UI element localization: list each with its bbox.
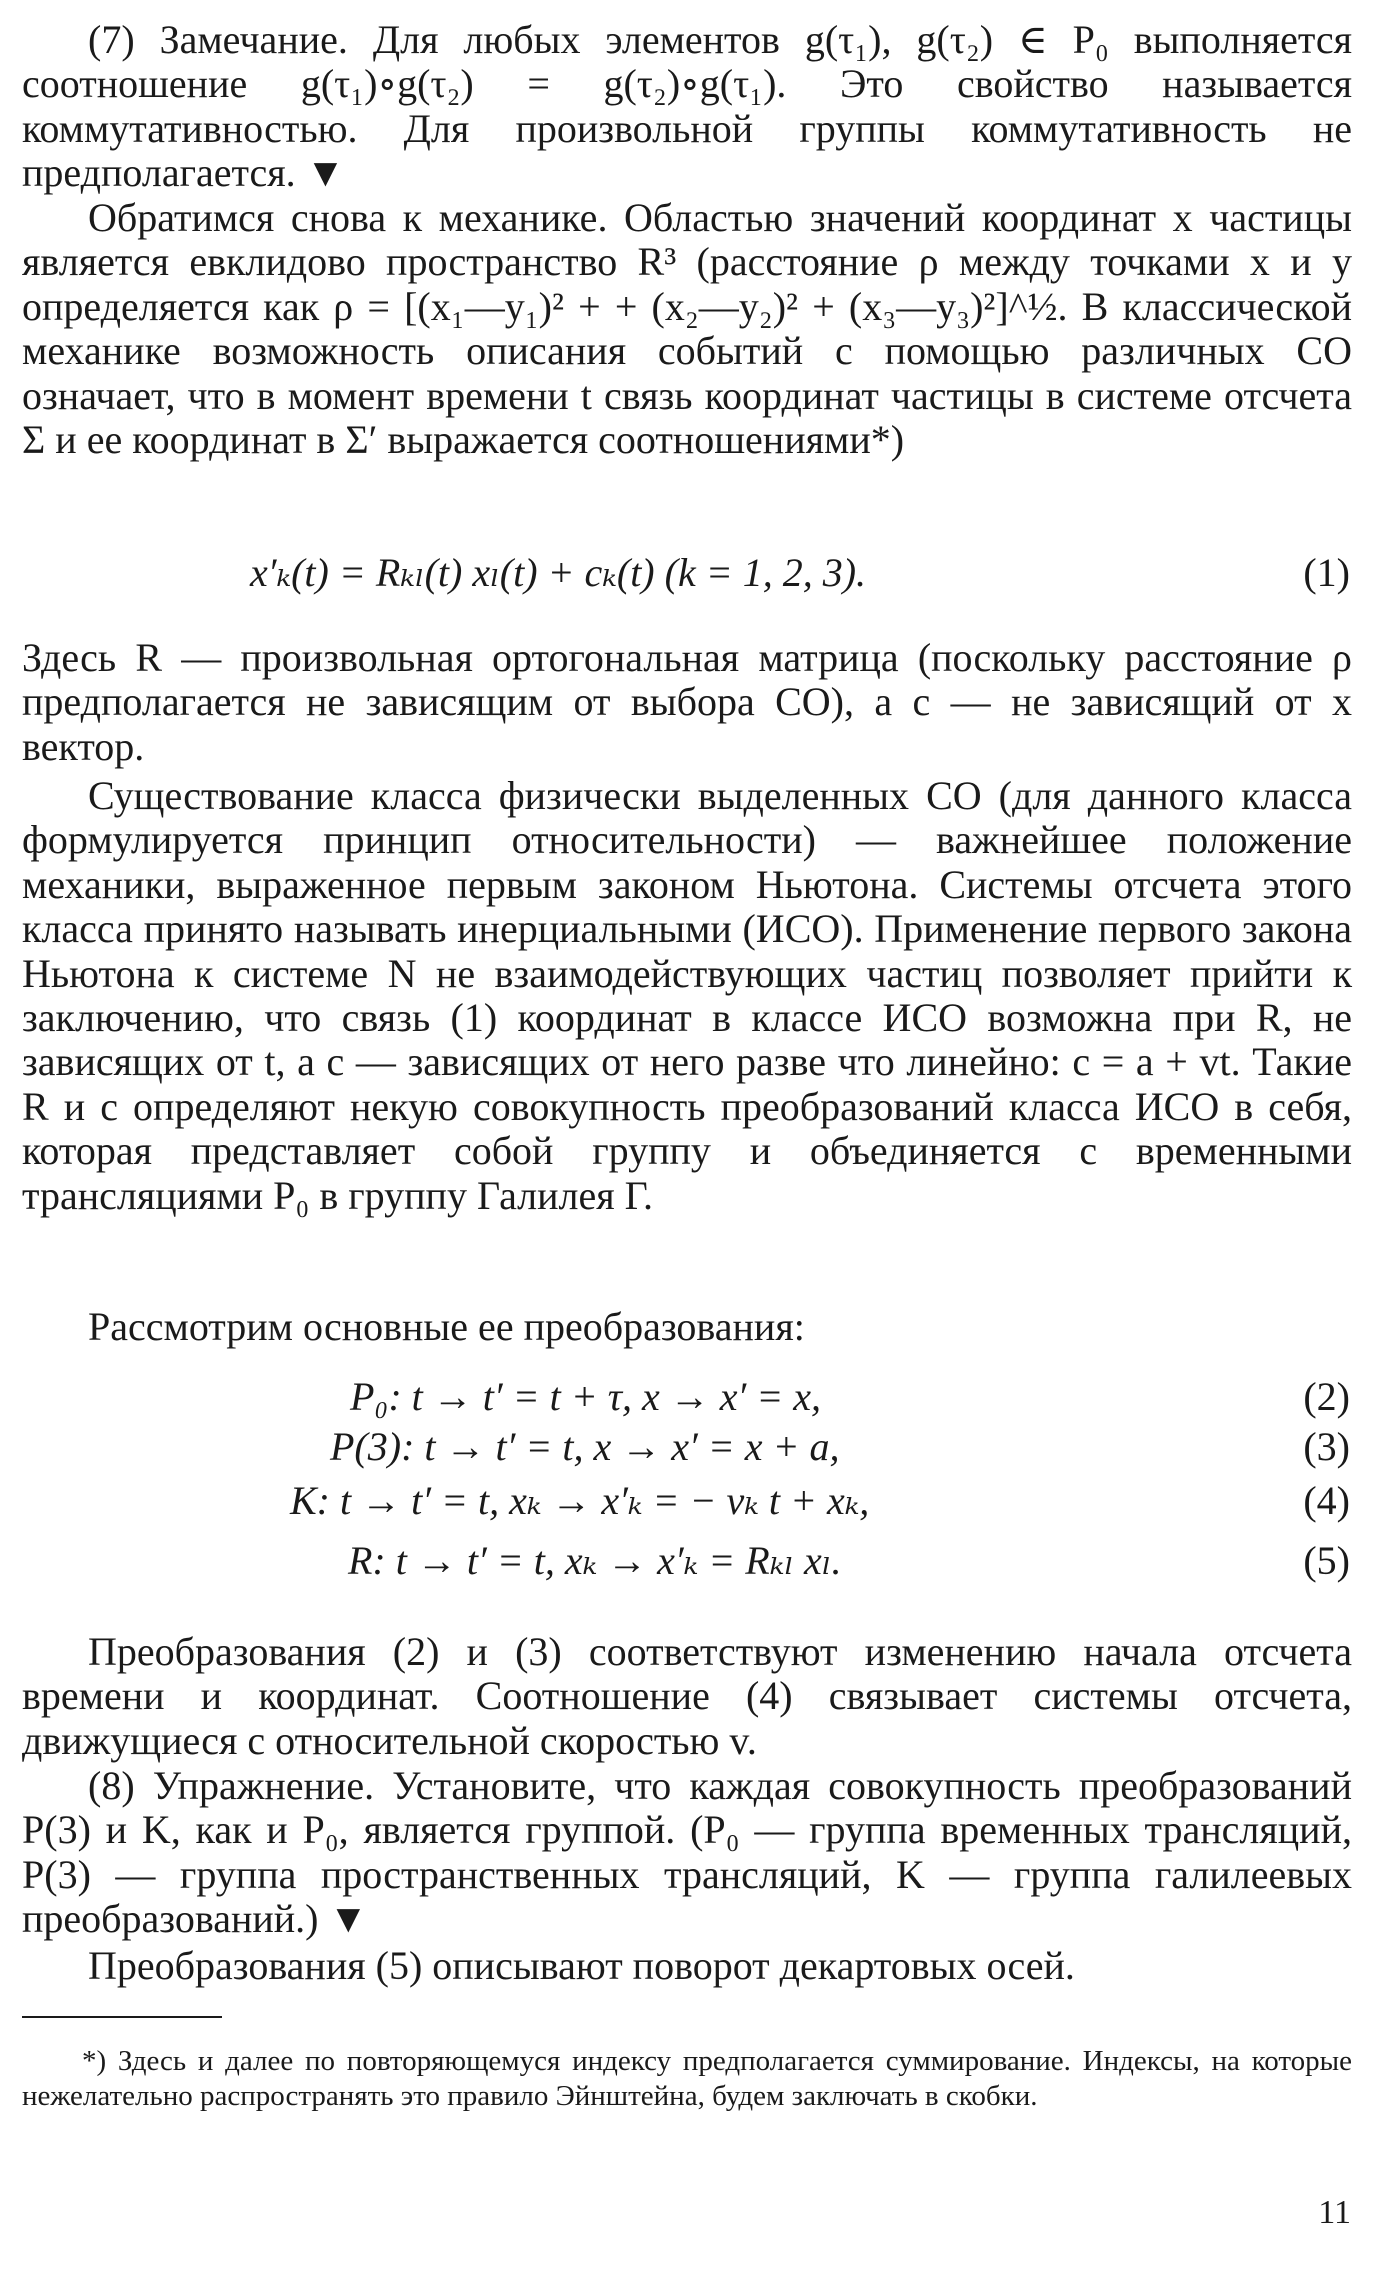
exercise-8-paragraph: (8) Упражнение. Установите, что каждая совокупность преобразований P(3) и K, как и P₀, является группой. (P₀ — группа временных трансляций, P(3) — группа пространственных трансляций, K — группа галилеевых преобразований.) ▼ [22,1763,1352,1942]
equation-4 [22,1476,1352,1526]
equation-1-number: (1) [1303,550,1350,595]
footnote-rule [22,2016,222,2018]
transformations-intro: Рассмотрим основные ее преобразования: [88,1304,805,1349]
footnote: *) Здесь и далее по повторяющемуся индексу предполагается суммирование. Индексы, на которые нежелательно распространять это правило Эйнштейна, будем заключать в скобки. [22,2045,1352,2112]
equation-5-number: (5) [1303,1538,1350,1583]
equation-3 [22,1422,1352,1472]
equation-2 [22,1372,1352,1422]
equation-5-body: R: t → t′ = t, xₖ → x′ₖ = Rₖₗ xₗ. [348,1538,842,1583]
equation-3-body: P(3): t → t′ = t, x → x′ = x + a, [330,1424,840,1469]
transformations-2-3-paragraph: Преобразования (2) и (3) соответствуют изменению начала отсчета времени и координат. Соотношение (4) связывает системы отсчета, движущиеся с относительной скоростью v. [22,1629,1352,1763]
page-number: 11 [1318,2194,1351,2231]
equation-3-number: (3) [1303,1424,1350,1469]
remark-7-paragraph: (7) Замечание. Для любых элементов g(τ₁), g(τ₂) ∈ P₀ выполняется соотношение g(τ₁)∘g(τ₂) = g(τ₂)∘g(τ₁). Это свойство называется коммутативностью. Для произвольной группы коммутативность не предполагается. ▼ [22,17,1352,196]
mechanics-paragraph: Обратимся снова к механике. Областью значений координат x частицы является евклидово пространство R³ (расстояние ρ между точками x и y определяется как ρ = [(x₁—y₁)² + + (x₂—y₂)² + (x₃—y₃)²]^½. В классической механике возможность описания событий с помощью различных СО означает, что в момент времени t связь координат частицы в системе отсчета Σ и ее координат в Σ′ выражается соотношениями*) [22,195,1352,463]
equation-2-body: P₀: t → t′ = t + τ, x → x′ = x, [350,1374,822,1419]
equation-1-body: x′ₖ(t) = Rₖₗ(t) xₗ(t) + cₖ(t) (k = 1, 2, 3). [250,550,867,595]
inertial-frames-paragraph: Существование класса физически выделенных СО (для данного класса формулируется принцип относительности) — важнейшее положение механики, выраженное первым законом Ньютона. Системы отсчета этого класса принято называть инерциальными (ИСО). Применение первого закона Ньютона к системе N не взаимодействующих частиц позволяет прийти к заключению, что связь (1) координат в классе ИСО возможна при R, не зависящих от t, а c — зависящих от него разве что линейно: c = a + vt. Такие R и c определяют некую совокупность преобразований класса ИСО в себя, которая представляет собой группу и объединяется с временными трансляциями P₀ в группу Галилея Γ. [22,773,1352,1218]
equation-2-number: (2) [1303,1374,1350,1419]
equation-4-body: K: t → t′ = t, xₖ → x′ₖ = − vₖ t + xₖ, [290,1478,870,1523]
equation-1 [22,548,1352,598]
orthogonal-matrix-paragraph: Здесь R — произвольная ортогональная матрица (поскольку расстояние ρ предполагается не зависящим от выбора СО), а c — не зависящий от x вектор. [22,635,1352,769]
equation-4-number: (4) [1303,1478,1350,1523]
equation-5 [22,1536,1352,1586]
rotation-paragraph: Преобразования (5) описывают поворот декартовых осей. [88,1943,1075,1988]
